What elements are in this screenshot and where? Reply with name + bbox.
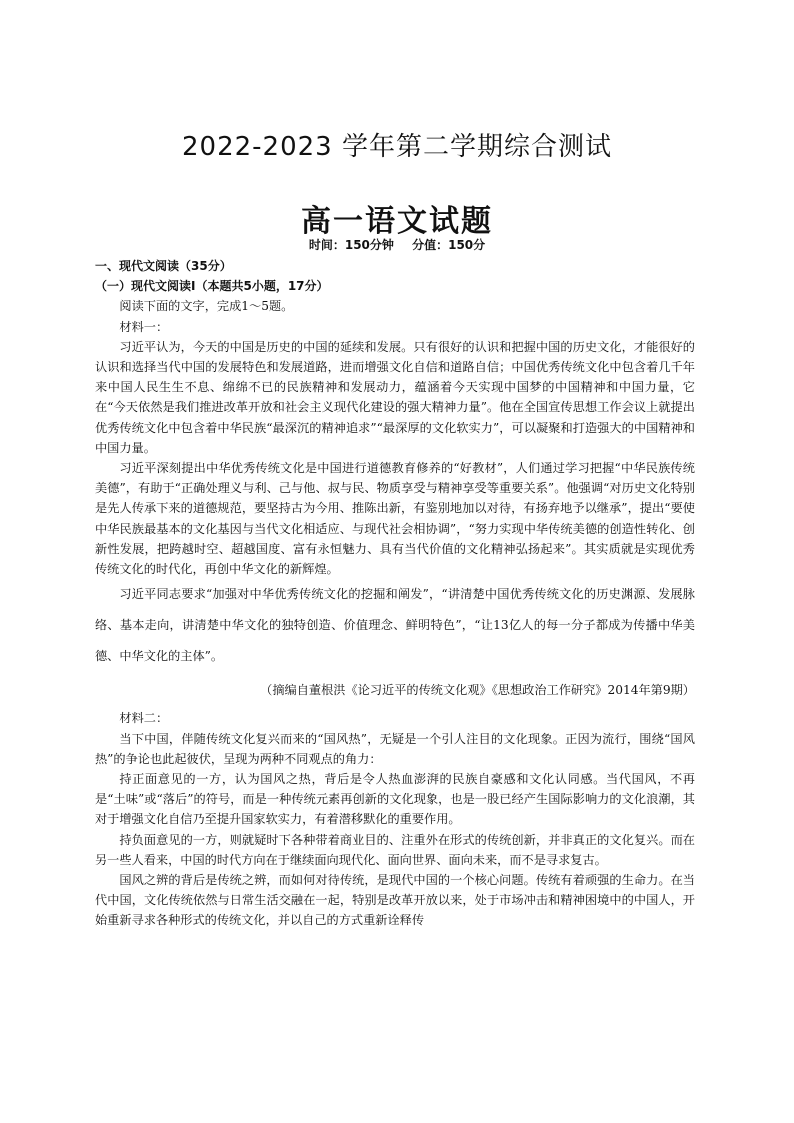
exam-meta [0, 236, 794, 253]
document-body [95, 256, 695, 931]
material2-label: 材料二： [119, 711, 169, 726]
material1-paragraph: 习近平深刻提出中华优秀传统文化是中国进行道德教育修养的“好教材”，人们通过学习把握“中华民族传统美德”，有助于“正确处理义与利、己与他、叔与民、物质享受与精神享受等重要关系”。他强调“对历史文化特别是先人传承下来的道德规范，要坚持古为今用、推陈出新，有鉴别地加以对待，有扬弃地予以继承”，提出“要使中华民族最基本的文化基因与当代文化相适应、与现代社会相协调”，“努力实现中华传统美德的创造性转化、创新性发展，把跨越时空、超越国度、富有永恒魅力、具有当代价值的文化精神弘扬起来”。其实质就是实现优秀传统文化的时代化，再创中华文化的新辉煌。 [95, 461, 695, 577]
material1-paragraph: 习近平认为，今天的中国是历史的中国的延续和发展。只有很好的认识和把握中国的历史文化，才能很好的认识和选择当代中国的发展特色和发展道路，进而增强文化自信和道路自信；中国优秀传统文化中包含着几千年来中国人民生生不息、绵绵不已的民族精神和发展动力，蕴涵着今天实现中国梦的中国精神和中国力量，它在“今天依然是我们推进改革开放和社会主义现代化建设的强大精神力量”。他在全国宣传思想工作会议上就提出优秀传统文化中包含着中华民族“最深沉的精神追求”“最深厚的文化软实力”，可以凝聚和打造强大的中国精神和中国力量。 [95, 339, 695, 455]
exam-time: 时间：150分钟 [308, 238, 394, 252]
material2-paragraph: 当下中国，伴随传统文化复兴而来的“国风热”，无疑是一个引人注目的文化现象。正因为流行，围绕“国风热”的争论也此起彼伏，呈现为两种不同观点的角力： [95, 731, 695, 766]
exam-subject-title: 高一语文试题 [301, 204, 493, 239]
instruction-text: 阅读下面的文字，完成1～5题。 [119, 299, 294, 314]
section-heading: 一、现代文阅读（35分） [95, 259, 232, 273]
material1-source: （摘编自董根洪《论习近平的传统文化观》《思想政治工作研究》2014年第9期） [260, 683, 695, 698]
part-heading: （一）现代文阅读Ⅰ（本题共5小题，17分） [95, 279, 329, 294]
exam-title: 2022-2023 学年第二学期综合测试 [182, 132, 612, 162]
exam-score: 分值：150分 [412, 238, 486, 252]
material2-paragraph: 国风之辨的背后是传统之辨，而如何对待传统，是现代中国的一个核心问题。传统有着顽强的生命力。在当代中国，文化传统依然与日常生活交融在一起，特别是改革开放以来，处于市场冲击和精神困境中的中国人，开始重新寻求各种形式的传统文化，并以自己的方式重新诠释传 [95, 873, 695, 928]
material1-label: 材料一： [119, 319, 169, 334]
material1-paragraph: 习近平同志要求“加强对中华优秀传统文化的挖掘和阐发”，“讲清楚中国优秀传统文化的历史渊源、发展脉络、基本走向，讲清楚中华文化的独特创造、价值理念、鲜明特色”，“让13亿人的每一分子都成为传播中华美德、中华文化的主体”。 [95, 587, 695, 664]
material2-paragraph: 持正面意见的一方，认为国风之热，背后是令人热血澎湃的民族自豪感和文化认同感。当代国风，不再是“土味”或“落后”的符号，而是一种传统元素再创新的文化现象，也是一股已经产生国际影响力的文化浪潮，其对于增强文化自信乃至提升国家软实力，有着潜移默化的重要作用。 [95, 772, 695, 827]
material2-paragraph: 持负面意见的一方，则就疑时下各种带着商业目的、注重外在形式的传统创新，并非真正的文化复兴。而在另一些人看来，中国的时代方向在于继续面向现代化、面向世界、面向未来，而不是寻求复古。 [95, 832, 695, 867]
